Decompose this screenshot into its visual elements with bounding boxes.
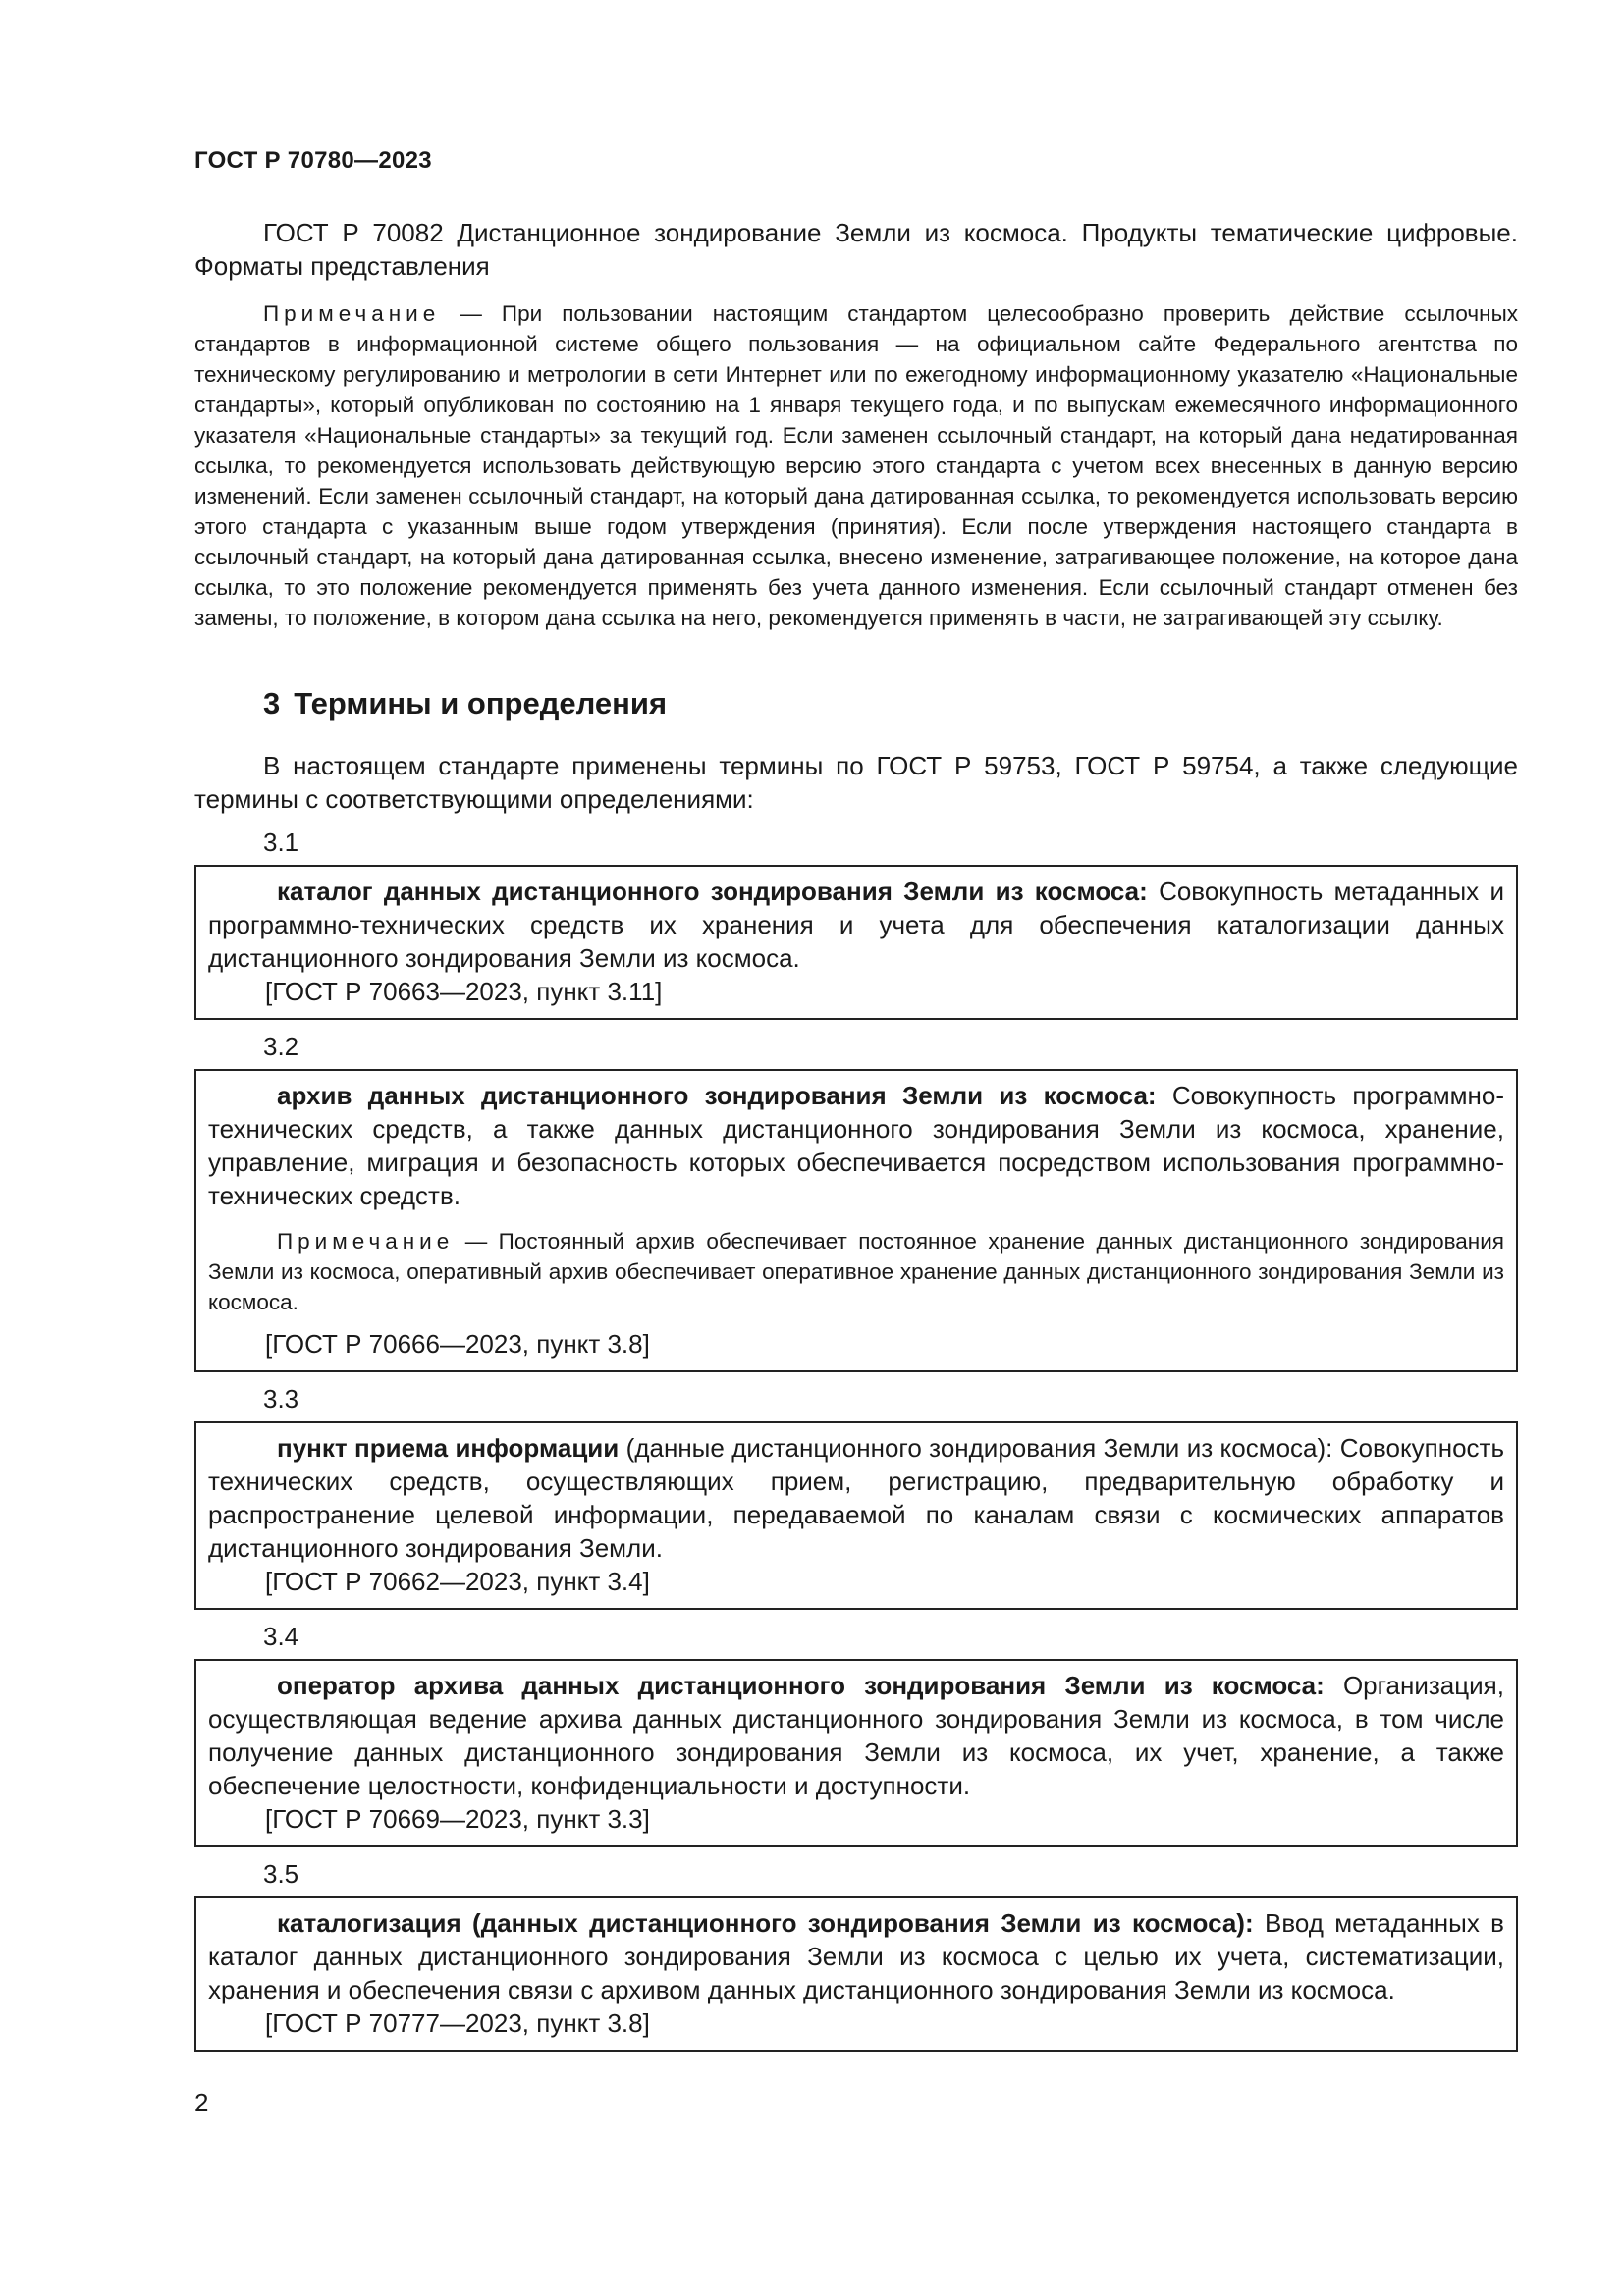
section-title: Термины и определения [294, 686, 668, 721]
section-heading [263, 684, 1518, 723]
term-name: архив данных дистанционного зондирования Земли из космоса: [277, 1081, 1157, 1110]
term-entry [194, 865, 1518, 1020]
term-number: 3.3 [263, 1384, 299, 1414]
term-text: Совокупность метаданных и программно-технических средств их хранения и учета для обеспечения каталогизации данных дистанционного зондирования Земли из космоса. [208, 877, 1504, 973]
term-source: [ГОСТ Р 70663—2023, пункт 3.11] [265, 977, 663, 1006]
term-entry [194, 1421, 1518, 1610]
term-name: каталогизация (данных дистанционного зондирования Земли из космоса): [277, 1908, 1254, 1938]
term-number: 3.1 [263, 828, 299, 857]
term-definition [208, 1669, 1504, 1802]
document-body [194, 216, 1518, 2052]
term-number: 3.4 [263, 1622, 299, 1651]
term-entry [194, 1659, 1518, 1847]
note-label: Примечание [263, 301, 441, 326]
term-source: [ГОСТ Р 70777—2023, пункт 3.8] [265, 2008, 650, 2038]
document-header-id: ГОСТ Р 70780—2023 [194, 147, 432, 174]
term-number: 3.5 [263, 1859, 299, 1889]
term-definition [208, 1906, 1504, 2006]
section-number: 3 [263, 686, 281, 721]
term-name: пункт приема информации [277, 1433, 620, 1463]
term-text: Совокупность программно-технических средств, а также данных дистанционного зондирования Земли из космоса, хранение, управление, миграция и безопасность которых обеспечивается посредством использования программно-технических средств. [208, 1081, 1504, 1210]
term-definition [208, 875, 1504, 975]
term-source: [ГОСТ Р 70666—2023, пункт 3.8] [265, 1329, 650, 1359]
term-text: (данные дистанционного зондирования Земли из космоса): Совокупность технических средств, осуществляющих прием, регистрацию, предварительную обработку и распространение целевой информации, передаваемой по каналам связи с космических аппаратов дистанционного зондирования Земли. [208, 1433, 1504, 1563]
term-text: Ввод метаданных в каталог данных дистанционного зондирования Земли из космоса с целью их учета, систематизации, хранения и обеспечения связи с архивом данных дистанционного зондирования Земли из космоса. [208, 1908, 1504, 2004]
section-intro: В настоящем стандарте применены термины по ГОСТ Р 59753, ГОСТ Р 59754, а также следующие термины с соответствующими определениями: [194, 751, 1518, 814]
term-definition [208, 1431, 1504, 1565]
term-source: [ГОСТ Р 70662—2023, пункт 3.4] [265, 1567, 650, 1596]
term-text: Организация, осуществляющая ведение архива данных дистанционного зондирования Земли из космоса, в том числе получение данных дистанционного зондирования Земли из космоса, их учет, хранение, а также обеспечение целостности, конфиденциальности и доступности. [208, 1671, 1504, 1800]
note-text: — Постоянный архив обеспечивает постоянное хранение данных дистанционного зондирования Земли из космоса, оперативный архив обеспечивает оперативное хранение данных дистанционного зондирования Земли из космоса. [208, 1229, 1504, 1314]
term-name: оператор архива данных дистанционного зондирования Земли из космоса: [277, 1671, 1325, 1700]
note-label: Примечание [277, 1229, 455, 1254]
term-entry [194, 1896, 1518, 2052]
reference-item: ГОСТ Р 70082 Дистанционное зондирование Земли из космоса. Продукты тематические цифровые. Форматы представления [194, 218, 1518, 281]
term-definition [208, 1079, 1504, 1212]
page-number: 2 [194, 2088, 209, 2117]
references-note [194, 298, 1518, 633]
note-text: — При пользовании настоящим стандартом целесообразно проверить действие ссылочных стандартов в информационной системе общего пользования — на официальном сайте Федерального агентства по техническому регулированию и метрологии в сети Интернет или по ежегодному информационному указателю «Национальные стандарты», который опубликован по состоянию на 1 января текущего года, и по выпускам ежемесячного информационного указателя «Национальные стандарты» за текущий год. Если заменен ссылочный стандарт, на который дана недатированная ссылка, то рекомендуется использовать действующую версию этого стандарта с учетом всех внесенных в данную версию изменений. Если заменен ссылочный стандарт, на который дана датированная ссылка, то рекомендуется использовать версию этого стандарта с указанным выше годом утверждения (принятия). Если после утверждения настоящего стандарта в ссылочный стандарт, на который дана датированная ссылка, внесено изменение, затрагивающее положение, на которое дана ссылка, то это положение рекомендуется применять без учета данного изменения. Если ссылочный стандарт отменен без замены, то положение, в котором дана ссылка на него, рекомендуется применять в части, не затрагивающей эту ссылку. [194, 301, 1518, 630]
term-note [208, 1226, 1504, 1317]
term-number: 3.2 [263, 1032, 299, 1061]
term-source: [ГОСТ Р 70669—2023, пункт 3.3] [265, 1804, 650, 1834]
term-name: каталог данных дистанционного зондирования Земли из космоса: [277, 877, 1148, 906]
term-entry [194, 1069, 1518, 1372]
